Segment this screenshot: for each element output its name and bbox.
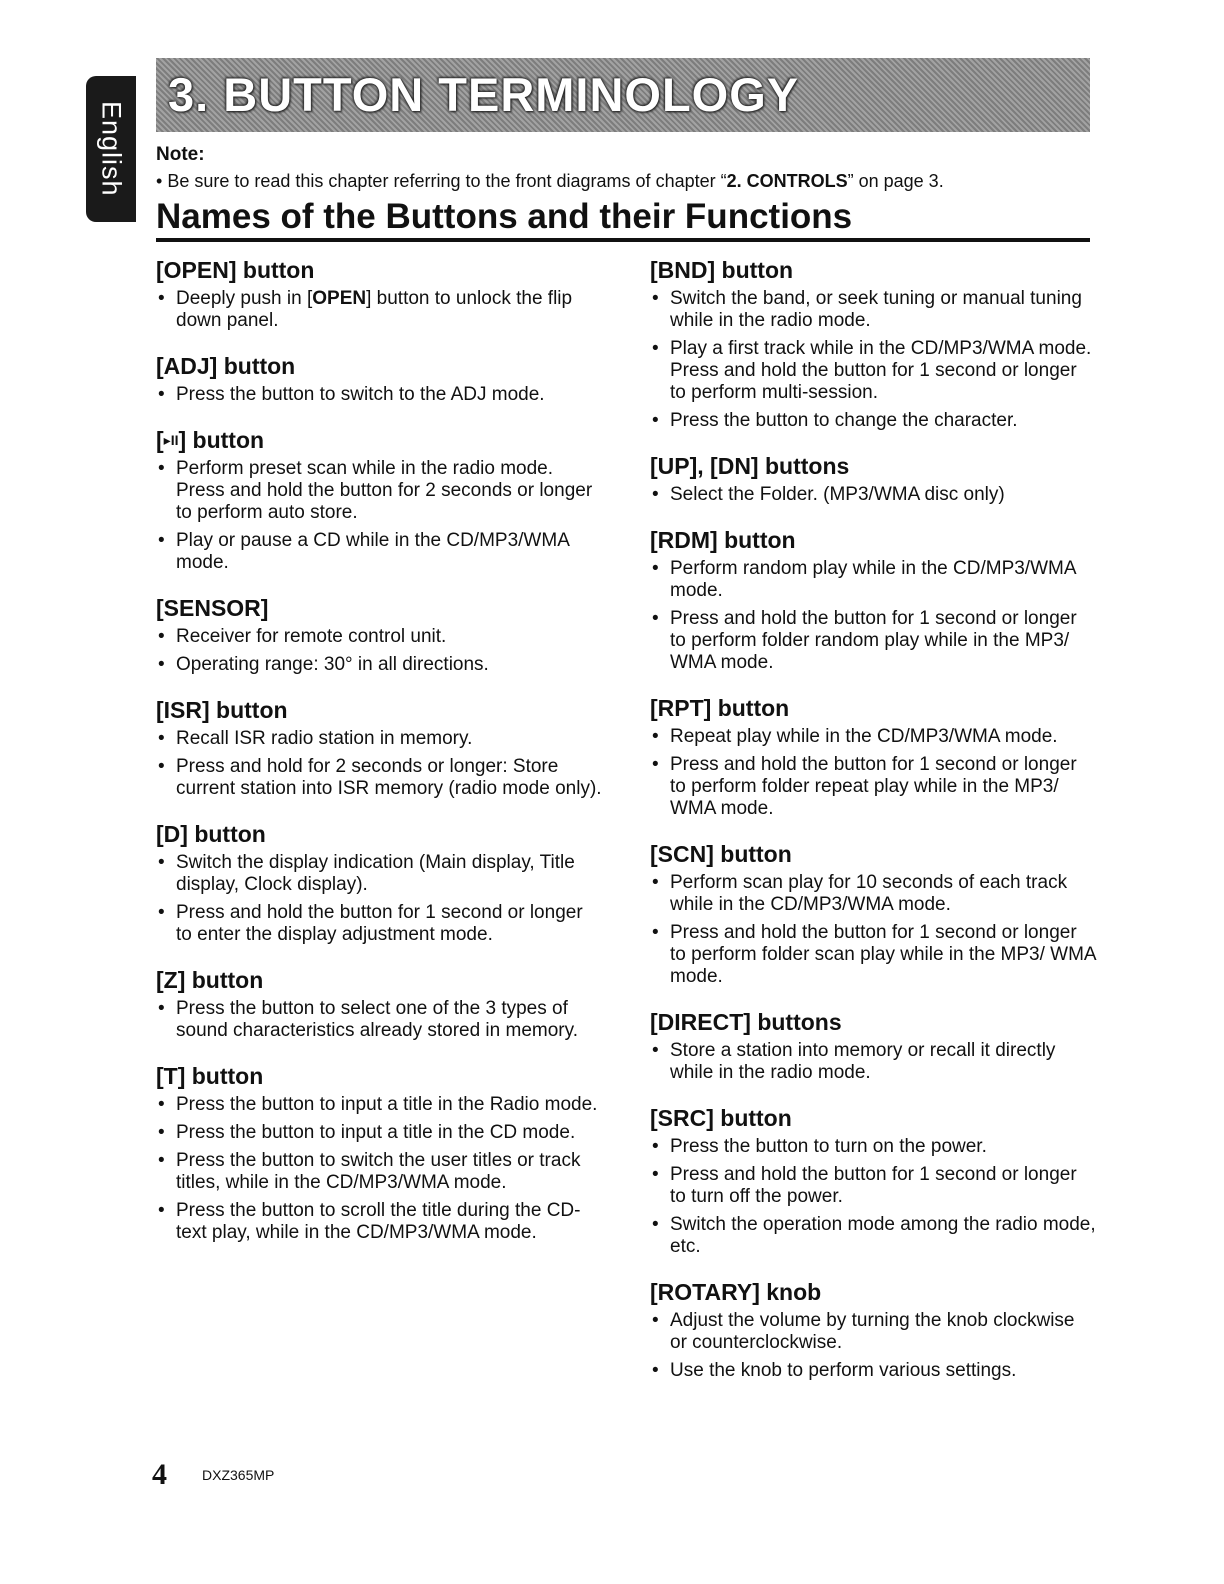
scn-button-entry	[650, 840, 1096, 988]
play-bullet-1: • Perform preset scan while in the radio mode. Press and hold the button for 2 seconds or longer to perform auto store.	[156, 458, 602, 524]
section-title: Names of the Buttons and their Functions	[156, 196, 1090, 242]
d-button-entry	[156, 820, 602, 946]
bnd-b2-extra: Press and hold the button for 1 second or longer to perform multi-session.	[670, 360, 1077, 403]
bnd-bullet-3: • Press the button to change the character.	[650, 410, 1096, 432]
language-tab	[86, 76, 136, 222]
scn-bullet-2: • Press and hold the button for 1 second or longer to perform folder scan play while in the MP3/ WMA mode.	[650, 922, 1096, 988]
bnd-bullet-1: • Switch the band, or seek tuning or manual tuning while in the radio mode.	[650, 288, 1096, 332]
t-bullet-2: • Press the button to input a title in the CD mode.	[156, 1122, 602, 1144]
isr-button-title: [ISR] button	[156, 697, 288, 723]
rdm-bullet-2: • Press and hold the button for 1 second or longer to perform folder random play while in the MP3/ WMA mode.	[650, 608, 1096, 674]
note-text-bold: 2. CONTROLS	[726, 171, 848, 191]
note-label: Note:	[156, 144, 205, 165]
rdm-bullet-1: • Perform random play while in the CD/MP3/WMA mode.	[650, 558, 1096, 602]
direct-bullet-1: • Store a station into memory or recall it directly while in the radio mode.	[650, 1040, 1096, 1084]
d-bullet-1: • Switch the display indication (Main display, Title display, Clock display).	[156, 852, 602, 896]
adj-button-entry	[156, 352, 602, 406]
open-b1-after: ] button to unlock the flip down panel.	[176, 288, 573, 331]
play-title-open: [	[156, 427, 164, 453]
play-bullet-2: • Play or pause a CD while in the CD/MP3/WMA mode.	[156, 530, 602, 574]
play-pause-button-entry	[156, 426, 602, 574]
sensor-title: [SENSOR]	[156, 595, 269, 621]
adj-button-title: [ADJ] button	[156, 353, 296, 379]
sensor-bullet-2: • Operating range: 30° in all directions.	[156, 654, 602, 676]
rpt-button-title: [RPT] button	[650, 695, 790, 721]
isr-button-entry	[156, 696, 602, 800]
z-button-title: [Z] button	[156, 967, 264, 993]
open-bullet-1	[156, 288, 602, 332]
scn-button-title: [SCN] button	[650, 841, 792, 867]
rdm-button-title: [RDM] button	[650, 527, 796, 553]
z-button-entry	[156, 966, 602, 1042]
note-text-after: ” on page 3.	[847, 171, 944, 191]
src-button-entry	[650, 1104, 1096, 1258]
rotary-bullet-2: • Use the knob to perform various settings.	[650, 1360, 1096, 1382]
sensor-bullet-1: • Receiver for remote control unit.	[156, 626, 602, 648]
up-dn-buttons-title: [UP], [DN] buttons	[650, 453, 850, 479]
sensor-entry	[156, 594, 602, 676]
src-bullet-3: • Switch the operation mode among the radio mode, etc.	[650, 1214, 1096, 1258]
rotary-knob-entry	[650, 1278, 1096, 1382]
t-button-entry	[156, 1062, 602, 1244]
rpt-bullet-2: • Press and hold the button for 1 second or longer to perform folder repeat play while in the MP3/ WMA mode.	[650, 754, 1096, 820]
bullet-dot: •	[156, 171, 168, 191]
adj-bullet-1: • Press the button to switch to the ADJ mode.	[156, 384, 602, 406]
src-bullet-2: • Press and hold the button for 1 second or longer to turn off the power.	[650, 1164, 1096, 1208]
open-b1-before: Deeply push in [	[176, 288, 313, 309]
play-title-rest: ] button	[178, 427, 265, 453]
page-number: 4	[152, 1458, 167, 1491]
t-bullet-3: • Press the button to switch the user titles or track titles, while in the CD/MP3/WMA mode.	[156, 1150, 602, 1194]
src-bullet-1: • Press the button to turn on the power.	[650, 1136, 1096, 1158]
model-number: DXZ365MP	[202, 1467, 275, 1483]
direct-buttons-title: [DIRECT] buttons	[650, 1009, 842, 1035]
direct-buttons-entry	[650, 1008, 1096, 1084]
right-column	[650, 256, 1096, 1402]
scn-bullet-1: • Perform scan play for 10 seconds of each track while in the CD/MP3/WMA mode.	[650, 872, 1096, 916]
rpt-button-entry	[650, 694, 1096, 820]
updn-bullet-1: • Select the Folder. (MP3/WMA disc only)	[650, 484, 1096, 506]
rdm-button-entry	[650, 526, 1096, 674]
bnd-button-title: [BND] button	[650, 257, 794, 283]
d-button-title: [D] button	[156, 821, 266, 847]
rotary-bullet-1: • Adjust the volume by turning the knob clockwise or counterclockwise.	[650, 1310, 1096, 1354]
bnd-bullet-2	[650, 338, 1096, 404]
note	[156, 142, 944, 194]
rpt-bullet-1: • Repeat play while in the CD/MP3/WMA mode.	[650, 726, 1096, 748]
z-bullet-1: • Press the button to select one of the 3 types of sound characteristics already stored in memory.	[156, 998, 602, 1042]
open-b1-bold: OPEN	[312, 288, 367, 309]
t-button-title: [T] button	[156, 1063, 264, 1089]
isr-bullet-2: • Press and hold for 2 seconds or longer: Store current station into ISR memory (radio mode only).	[156, 756, 602, 800]
open-button-title: [OPEN] button	[156, 257, 315, 283]
bnd-button-entry	[650, 256, 1096, 432]
language-tab-label: English	[96, 101, 127, 197]
bnd-b2-text: • Play a first track while in the CD/MP3/WMA mode.	[670, 338, 1092, 359]
chapter-header-bar	[156, 58, 1090, 132]
t-bullet-1: • Press the button to input a title in the Radio mode.	[156, 1094, 602, 1116]
isr-bullet-1: • Recall ISR radio station in memory.	[156, 728, 602, 750]
note-text	[156, 168, 944, 194]
up-dn-buttons-entry	[650, 452, 1096, 506]
play-pause-icon: ▸II	[163, 432, 179, 448]
left-column	[156, 256, 602, 1264]
play-pause-button-title	[156, 426, 602, 454]
src-button-title: [SRC] button	[650, 1105, 792, 1131]
rotary-knob-title: [ROTARY] knob	[650, 1279, 822, 1305]
t-bullet-4: • Press the button to scroll the title during the CD-text play, while in the CD/MP3/WMA mode.	[156, 1200, 602, 1244]
note-text-before: Be sure to read this chapter referring to the front diagrams of chapter “	[167, 171, 727, 191]
d-bullet-2: • Press and hold the button for 1 second or longer to enter the display adjustment mode.	[156, 902, 602, 946]
open-button-entry	[156, 256, 602, 332]
chapter-title: 3. BUTTON TERMINOLOGY	[168, 68, 800, 121]
